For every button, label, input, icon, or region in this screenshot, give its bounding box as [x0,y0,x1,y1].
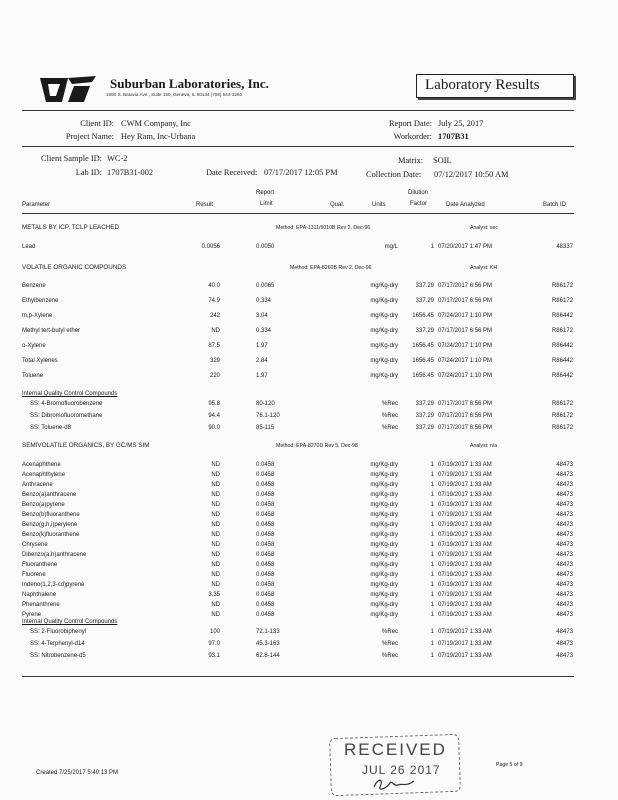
project-value: Hey Ram, Inc-Urbana [121,132,196,141]
date-cell: 07/24/2017 1:10 PM [438,358,493,364]
result-cell: ND [211,532,220,538]
factor-cell: 337.29 [415,425,434,431]
units-cell: %Rec [381,641,398,647]
param-cell: Anthracene [22,482,53,488]
date-cell: 07/19/2017 1:33 AM [438,592,492,598]
batch-cell: 48473 [556,582,573,588]
batch-cell: 48473 [556,472,573,478]
result-cell: ND [211,572,220,578]
units-cell: mg/Kg-dry [370,592,398,598]
units-cell: %Rec [381,653,398,659]
param-cell: Fluoranthene [22,562,58,568]
result-cell: ND [211,522,220,528]
svoc-surrogate-title: Internal Quality Control Compounds [22,619,118,625]
date-cell: 07/19/2017 1:33 AM [438,562,492,568]
param-cell: Benzo(k)fluoranthene [22,532,80,538]
result-cell: ND [211,482,220,488]
batch-cell: 48473 [556,612,573,618]
table-row [0,629,618,639]
units-cell: mg/Kg-dry [370,612,398,618]
client-rule [22,146,574,147]
param-cell: Acenaphthene [22,462,61,468]
matrix-value: SOIL [433,156,452,165]
table-row [0,313,618,323]
param-cell: SS: 4-Terphenyl-d14 [30,641,85,647]
date-cell: 07/17/2017 6:56 PM [438,401,493,407]
units-cell: %Rec [381,425,398,431]
table-row [0,328,618,338]
section-title-metals: METALS BY ICP, TCLP LEACHED [22,224,120,231]
result-cell: ND [211,602,220,608]
header-rule [22,110,574,111]
document-title: Laboratory Results [425,77,540,93]
result-cell: 97.0 [208,641,220,647]
limit-cell: 0.0458 [256,472,275,478]
param-cell: Fluorene [22,572,46,578]
result-cell: ND [211,328,220,334]
date-cell: 07/19/2017 1:33 AM [438,641,492,647]
stamp-received-text: RECEIVED [344,740,447,759]
factor-cell: 1 [430,512,434,518]
limit-cell: 0.0065 [256,283,275,289]
param-cell: Lead [22,244,36,250]
date-cell: 07/19/2017 1:33 AM [438,572,492,578]
units-cell: mg/Kg-dry [370,532,398,538]
units-cell: mg/Kg-dry [370,472,398,478]
units-cell: mg/Kg-dry [370,582,398,588]
param-cell: Chrysene [22,542,48,548]
param-cell: Total Xylenes [22,358,58,364]
col-result: Result [196,202,214,208]
limit-cell: 0.0458 [256,602,275,608]
sample-id-value: WC-2 [107,154,128,163]
table-row [0,343,618,353]
collection-date-label: Collection Date: [366,170,422,179]
date-cell: 07/19/2017 1:33 AM [438,482,492,488]
table-row [0,482,618,492]
units-cell: mg/Kg-dry [370,572,398,578]
page-number: Page 5 of 9 [496,762,523,768]
param-cell: SS: 2-Fluorobiphenyl [30,629,87,635]
result-cell: 100 [209,629,220,635]
sample-id-label: Client Sample ID: [41,154,102,163]
batch-cell: R86172 [551,328,573,334]
date-cell: 07/19/2017 1:33 AM [438,552,492,558]
factor-cell: 1 [430,582,434,588]
section-analyst-svoc: Analyst: n/a [470,443,498,449]
batch-cell: R86172 [551,425,573,431]
units-cell: mg/Kg-dry [370,542,398,548]
batch-cell: 48473 [556,542,573,548]
limit-cell: 0.0458 [256,552,275,558]
date-cell: 07/20/2017 1:47 PM [438,244,493,250]
limit-cell: 0.0458 [256,512,275,518]
limit-cell: 0.0050 [256,244,275,250]
table-row [0,502,618,512]
limit-cell: 0.334 [256,328,272,334]
units-cell: mg/Kg-dry [370,492,398,498]
result-cell: ND [211,502,220,508]
factor-cell: 1 [430,562,434,568]
date-received-label: Date Received: [206,168,258,177]
report-date-value: July 25, 2017 [438,119,484,128]
date-cell: 07/19/2017 1:33 AM [438,462,492,468]
units-cell: mg/Kg-dry [370,512,398,518]
factor-cell: 1 [430,542,434,548]
result-cell: ND [211,462,220,468]
result-cell: 0.0056 [201,244,220,250]
limit-cell: 62.8-144 [256,653,280,659]
table-row [0,552,618,562]
col-parameter: Parameter [22,202,51,208]
batch-cell: 48337 [556,244,573,250]
units-cell: mg/Kg-dry [370,313,398,319]
table-row [0,562,618,572]
col-date-analyzed: Date Analyzed [446,202,485,208]
date-cell: 07/17/2017 6:56 PM [438,328,493,334]
batch-cell: R86172 [551,413,573,419]
batch-cell: 48473 [556,522,573,528]
result-cell: 329 [209,358,220,364]
col-dilution-2: Factor [410,201,428,207]
units-cell: mg/Kg-dry [370,462,398,468]
result-cell: 74.9 [208,298,220,304]
factor-cell: 337.29 [415,328,434,334]
param-cell: Benzene [22,283,46,289]
limit-cell: 0.0458 [256,542,275,548]
factor-cell: 337.29 [415,413,434,419]
batch-cell: 48473 [556,602,573,608]
param-cell: Benzo(a)anthracene [22,492,77,498]
stamp-signature [370,775,420,798]
project-label: Project Name: [65,132,114,141]
date-cell: 07/19/2017 1:33 AM [438,629,492,635]
param-cell: Toluene [22,373,44,379]
batch-cell: R86442 [551,343,573,349]
param-cell: SS: Toluene-d8 [30,425,71,431]
lab-address: 1950 S. Batavia Ave., Suite 150, Geneva, IL 60134 (708) 544-3260 [106,92,243,97]
batch-cell: 48473 [556,532,573,538]
col-batch: Batch ID [543,202,567,208]
param-cell: Acenaphthylene [22,472,66,478]
section-title-svoc: SEMIVOLATILE ORGANICS, BY GC/MS SIM [22,442,150,449]
table-row [0,582,618,592]
table-row [0,572,618,582]
param-cell: SS: Dibromofluoromethane [30,413,103,419]
limit-cell: 76.1-120 [256,413,280,419]
table-row [0,244,618,254]
col-qual: Qual. [330,202,345,208]
table-row [0,472,618,482]
section-method-svoc: Method: EPA-8270D Rev 5, Dec-98 [276,443,358,449]
limit-cell: 0.0458 [256,532,275,538]
section-title-voc: VOLATILE ORGANIC COMPOUNDS [22,264,127,271]
param-cell: m,p-Xylene [22,313,53,319]
table-row [0,425,618,435]
param-cell: SS: Nitrobenzene-d5 [30,653,86,659]
factor-cell: 1656.45 [412,373,434,379]
result-cell: ND [211,512,220,518]
factor-cell: 1 [430,482,434,488]
units-cell: mg/Kg-dry [370,358,398,364]
col-dilution-1: Dilution [408,190,429,196]
param-cell: Dibenzo(a,h)anthracene [22,552,87,558]
date-cell: 07/19/2017 1:33 AM [438,492,492,498]
result-cell: ND [211,552,220,558]
created-timestamp: Created 7/25/2017 5:40:13 PM [36,770,119,776]
table-row [0,298,618,308]
factor-cell: 1 [430,472,434,478]
factor-cell: 1 [430,532,434,538]
section-analyst-metals: Analyst: sec [470,225,498,231]
result-cell: 220 [209,373,220,379]
section-method-metals: Method: EPA-1311/6010B Rev 2, Dec-96 [276,225,371,231]
date-cell: 07/19/2017 1:33 AM [438,612,492,618]
date-cell: 07/17/2017 6:56 PM [438,283,493,289]
table-row [0,641,618,651]
factor-cell: 337.29 [415,401,434,407]
batch-cell: 48473 [556,562,573,568]
limit-cell: 0.0458 [256,582,275,588]
date-cell: 07/19/2017 1:33 AM [438,532,492,538]
limit-cell: 0.0458 [256,562,275,568]
workorder-value: 1707B31 [438,132,469,141]
batch-cell: 48473 [556,641,573,647]
table-row [0,602,618,612]
date-cell: 07/19/2017 1:33 AM [438,582,492,588]
param-cell: o-Xylene [22,343,46,349]
batch-cell: R86442 [551,373,573,379]
date-cell: 07/19/2017 1:33 AM [438,602,492,608]
date-cell: 07/17/2017 6:56 PM [438,298,493,304]
table-row [0,512,618,522]
date-cell: 07/19/2017 1:33 AM [438,542,492,548]
result-cell: 90.0 [208,425,220,431]
bottom-rule [22,676,574,677]
batch-cell: 48473 [556,512,573,518]
result-cell: ND [211,582,220,588]
factor-cell: 1 [430,552,434,558]
collection-date-value: 07/12/2017 10:50 AM [434,170,509,179]
col-units: Units [372,202,386,208]
table-row [0,532,618,542]
batch-cell: 48473 [556,482,573,488]
voc-surrogate-title: Internal Quality Control Compounds [22,391,118,397]
factor-cell: 1 [430,653,434,659]
units-cell: mg/Kg-dry [370,602,398,608]
factor-cell: 337.29 [415,298,434,304]
date-received-value: 07/17/2017 12:05 PM [264,168,338,177]
units-cell: mg/Kg-dry [370,482,398,488]
result-cell: 94.4 [208,413,220,419]
table-row [0,492,618,502]
report-date-label: Report Date: [388,119,432,128]
units-cell: mg/Kg-dry [370,283,398,289]
batch-cell: 48473 [556,572,573,578]
client-id-label: Client ID: [80,119,114,128]
batch-cell: R86442 [551,358,573,364]
units-cell: mg/Kg-dry [370,562,398,568]
date-cell: 07/19/2017 1:33 AM [438,653,492,659]
result-cell: ND [211,542,220,548]
param-cell: Indeno(1,2,3-cd)pyrene [22,582,85,588]
units-cell: %Rec [381,413,398,419]
limit-cell: 0.334 [256,298,272,304]
col-report-2: Limit [260,201,273,207]
factor-cell: 1 [430,572,434,578]
param-cell: Benzo(g,h,i)perylene [22,522,78,528]
client-id-value: CWM Company, Inc [121,119,191,128]
batch-cell: R86172 [551,298,573,304]
factor-cell: 1656.45 [412,313,434,319]
result-cell: 40.0 [208,283,220,289]
factor-cell: 1 [430,522,434,528]
date-cell: 07/24/2017 1:10 PM [438,373,493,379]
factor-cell: 1 [430,592,434,598]
batch-cell: 48473 [556,492,573,498]
factor-cell: 1656.45 [412,358,434,364]
lab-id-value: 1707B31-002 [107,168,154,177]
result-cell: ND [211,472,220,478]
units-cell: mg/Kg-dry [370,343,398,349]
table-row [0,358,618,368]
limit-cell: 0.0458 [256,502,275,508]
table-row [0,542,618,552]
units-cell: %Rec [381,629,398,635]
result-cell: ND [211,492,220,498]
limit-cell: 80-120 [256,401,275,407]
limit-cell: 0.0458 [256,492,275,498]
param-cell: Benzo(b)fluoranthene [22,512,80,518]
col-report-1: Report [256,190,275,196]
lab-name: Suburban Laboratories, Inc. [110,76,269,91]
param-cell: Naphthalene [22,592,57,598]
date-cell: 07/19/2017 1:33 AM [438,512,492,518]
lab-id-label: Lab ID: [75,168,102,177]
table-row [0,413,618,423]
result-cell: ND [211,612,220,618]
factor-cell: 1 [430,629,434,635]
limit-cell: 45.3-163 [256,641,280,647]
batch-cell: 48473 [556,653,573,659]
limit-cell: 0.0458 [256,462,275,468]
section-method-voc: Method: EPA-8260B Rev 2, Dec-96 [290,265,372,271]
date-cell: 07/19/2017 1:33 AM [438,522,492,528]
limit-cell: 1.97 [256,343,268,349]
units-cell: mg/Kg-dry [370,298,398,304]
factor-cell: 1 [430,492,434,498]
param-cell: Phenanthrene [22,602,60,608]
limit-cell: 85-115 [256,425,275,431]
limit-cell: 0.0458 [256,522,275,528]
batch-cell: 48473 [556,502,573,508]
units-cell: mg/Kg-dry [370,552,398,558]
param-cell: SS: 4-Bromofluorobenzene [30,401,103,407]
factor-cell: 1 [430,641,434,647]
date-cell: 07/19/2017 1:33 AM [438,502,492,508]
factor-cell: 1656.45 [412,343,434,349]
lab-logo [38,72,100,108]
matrix-label: Matrix: [398,156,424,165]
batch-cell: 48473 [556,552,573,558]
result-cell: ND [211,562,220,568]
param-cell: Pyrene [22,612,42,618]
factor-cell: 337.29 [415,283,434,289]
result-cell: 87.5 [208,343,220,349]
factor-cell: 1 [430,602,434,608]
date-cell: 07/24/2017 1:10 PM [438,343,493,349]
limit-cell: 0.0458 [256,612,275,618]
limit-cell: 1.97 [256,373,268,379]
units-cell: mg/Kg-dry [370,373,398,379]
table-row [0,283,618,293]
column-header-rule [22,213,574,214]
factor-cell: 1 [430,244,434,250]
table-row [0,653,618,663]
result-cell: 242 [209,313,220,319]
units-cell: %Rec [381,401,398,407]
result-cell: 95.8 [208,401,220,407]
table-row [0,592,618,602]
table-row [0,462,618,472]
date-cell: 07/19/2017 1:33 AM [438,472,492,478]
limit-cell: 3.04 [256,313,268,319]
limit-cell: 0.0458 [256,482,275,488]
table-row [0,522,618,532]
date-cell: 07/17/2017 6:56 PM [438,413,493,419]
batch-cell: 48473 [556,629,573,635]
batch-cell: R86172 [551,401,573,407]
param-cell: Methyl tert-butyl ether [22,328,81,334]
batch-cell: 48473 [556,462,573,468]
section-analyst-voc: Analyst: KH [470,265,498,271]
limit-cell: 0.0458 [256,592,275,598]
stamp-date-text: JUL 26 2017 [362,763,441,777]
result-cell: 3.35 [208,592,220,598]
units-cell: mg/Kg-dry [370,502,398,508]
table-row [0,401,618,411]
table-row [0,373,618,383]
limit-cell: 2.84 [256,358,268,364]
workorder-label: Workorder: [393,132,432,141]
limit-cell: 0.0458 [256,572,275,578]
param-cell: Ethylbenzene [22,298,59,304]
limit-cell: 72.1-133 [256,629,280,635]
factor-cell: 1 [430,462,434,468]
param-cell: Benzo(a)pyrene [22,502,65,508]
batch-cell: R86442 [551,313,573,319]
batch-cell: R86172 [551,283,573,289]
batch-cell: 48473 [556,592,573,598]
units-cell: mg/Kg-dry [370,328,398,334]
units-cell: mg/L [384,244,398,250]
result-cell: 93.1 [208,653,220,659]
date-cell: 07/24/2017 1:10 PM [438,313,493,319]
units-cell: mg/Kg-dry [370,522,398,528]
factor-cell: 1 [430,612,434,618]
date-cell: 07/17/2017 6:56 PM [438,425,493,431]
factor-cell: 1 [430,502,434,508]
